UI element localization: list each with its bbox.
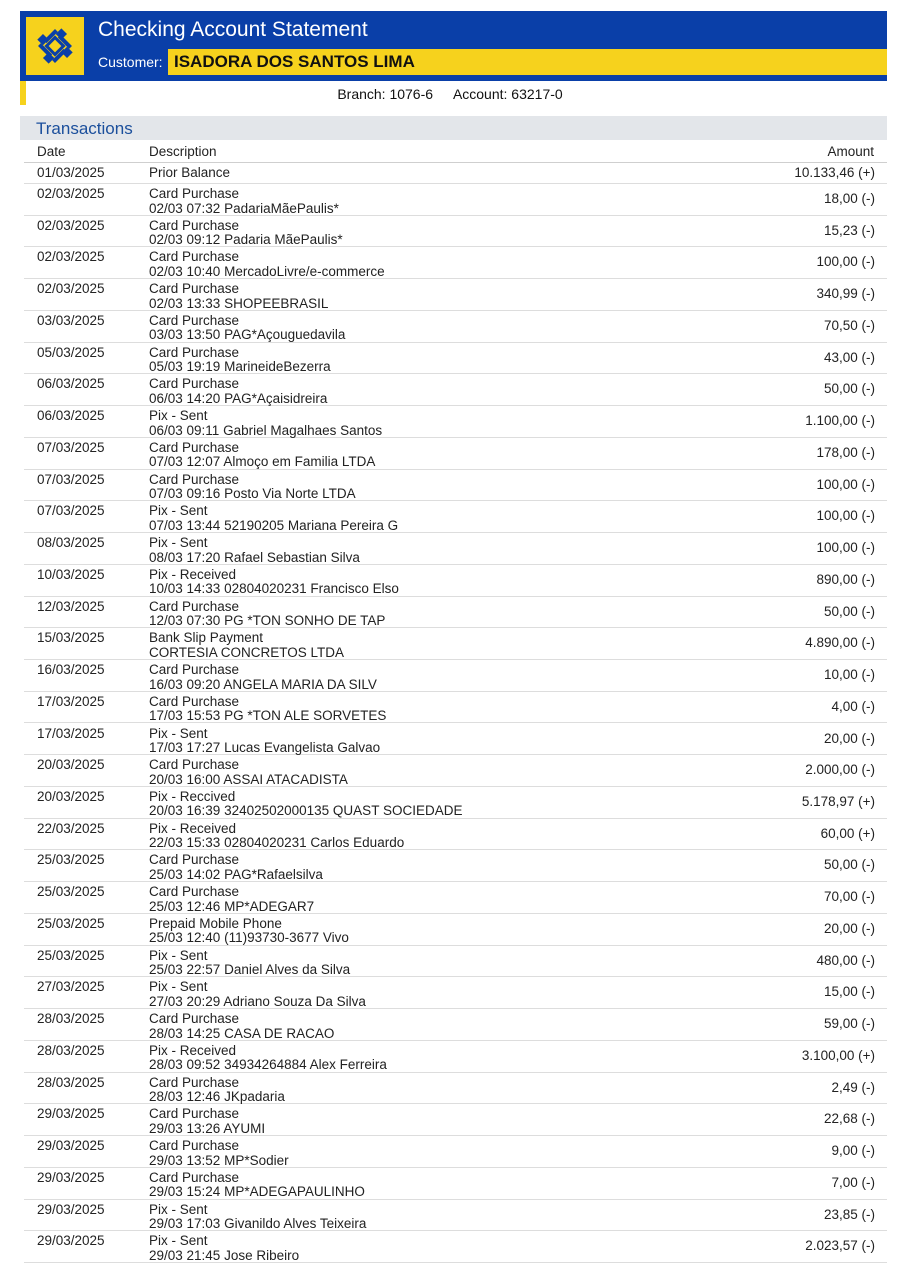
row-description-detail: 05/03 19:19 MarineideBezerra [149, 359, 331, 375]
row-amount: 15,23 (-) [823, 222, 875, 238]
row-amount: 3.100,00 (+) [801, 1047, 875, 1063]
table-row [24, 724, 887, 756]
row-description-detail: 20/03 16:39 32402502000135 QUAST SOCIEDADE [149, 803, 463, 819]
row-description-detail: 29/03 13:26 AYUMI [149, 1120, 266, 1136]
column-header-amount: Amount [827, 144, 874, 159]
row-date: 02/03/2025 [37, 249, 105, 265]
row-date: 29/03/2025 [37, 1106, 105, 1122]
row-description-detail: CORTESIA CONCRETOS LTDA [149, 644, 345, 660]
column-header-date: Date [37, 144, 66, 159]
row-description-detail: 28/03 12:46 JKpadaria [149, 1089, 285, 1105]
table-row [24, 1136, 887, 1168]
section-header [20, 116, 887, 140]
row-date: 25/03/2025 [37, 915, 105, 931]
table-row [24, 311, 887, 343]
row-amount: 59,00 (-) [823, 1016, 875, 1032]
row-description [149, 1171, 365, 1200]
row-description-type: Pix - Sent [149, 408, 208, 424]
row-amount: 2.000,00 (-) [805, 762, 875, 778]
row-date: 16/03/2025 [37, 662, 105, 678]
customer-name-bar [168, 49, 887, 75]
row-description-detail: 25/03 22:57 Daniel Alves da Silva [149, 962, 351, 978]
row-description-detail: 17/03 15:53 PG *TON ALE SORVETES [149, 708, 387, 724]
row-description [149, 377, 327, 406]
row-amount: 9,00 (-) [831, 1143, 875, 1159]
row-description [149, 885, 314, 914]
row-date: 22/03/2025 [37, 820, 105, 836]
row-description-type: Card Purchase [149, 1106, 240, 1122]
row-description-type: Card Purchase [149, 186, 240, 201]
row-description [149, 631, 344, 660]
customer-name: ISADORA DOS SANTOS LIMA [174, 52, 415, 71]
row-date: 28/03/2025 [37, 1011, 105, 1027]
row-description-type: Prepaid Mobile Phone [149, 915, 282, 931]
row-description-type: Card Purchase [149, 471, 240, 487]
table-row [24, 1200, 887, 1232]
row-amount: 15,00 (-) [823, 984, 875, 1000]
row-description-detail: 07/03 12:07 Almoço em Familia LTDA [149, 454, 376, 470]
row-date: 17/03/2025 [37, 693, 105, 709]
row-description-detail: 10/03 14:33 02804020231 Francisco Elso [149, 581, 399, 597]
row-amount: 10,00 (-) [823, 667, 875, 683]
table-row [24, 501, 887, 533]
row-amount: 70,00 (-) [823, 889, 875, 905]
row-amount: 2,49 (-) [831, 1079, 875, 1095]
table-row [24, 1009, 887, 1041]
row-description [149, 1234, 299, 1263]
table-row [24, 406, 887, 438]
row-description [149, 250, 385, 279]
row-description [149, 1076, 285, 1105]
row-amount: 340,99 (-) [816, 286, 875, 302]
row-date: 28/03/2025 [37, 1042, 105, 1058]
row-date: 20/03/2025 [37, 788, 105, 804]
row-date: 07/03/2025 [37, 503, 105, 519]
row-date: 25/03/2025 [37, 884, 105, 900]
row-description-detail: 29/03 15:24 MP*ADEGAPAULINHO [149, 1184, 365, 1200]
table-row [24, 1073, 887, 1105]
row-amount: 890,00 (-) [816, 571, 875, 587]
row-description [149, 790, 462, 819]
table-row [24, 279, 887, 311]
table-row [24, 755, 887, 787]
row-description [149, 282, 328, 311]
row-description [149, 917, 349, 946]
row-description [149, 536, 360, 565]
row-description-detail: 28/03 14:25 CASA DE RACAO [149, 1025, 335, 1041]
row-amount: 4.890,00 (-) [805, 635, 875, 651]
table-row [24, 1231, 887, 1263]
row-amount: 18,00 (-) [823, 191, 875, 206]
section-title: Transactions [36, 119, 133, 138]
row-description-type: Prior Balance [149, 165, 231, 180]
row-description-detail: 16/03 09:20 ANGELA MARIA DA SILV [149, 676, 377, 692]
row-amount: 100,00 (-) [816, 540, 875, 556]
row-description [149, 441, 375, 470]
row-amount: 70,50 (-) [823, 317, 875, 333]
row-description-detail: 06/03 14:20 PAG*Açaisidreira [149, 390, 328, 406]
row-amount: 23,85 (-) [823, 1206, 875, 1222]
row-description-type: Pix - Sent [149, 979, 208, 995]
row-description-type: Card Purchase [149, 439, 240, 455]
row-description-detail: 02/03 09:12 Padaria MãePaulis* [149, 232, 343, 248]
table-row [24, 247, 887, 279]
row-date: 25/03/2025 [37, 947, 105, 963]
row-date: 29/03/2025 [37, 1201, 105, 1217]
row-date: 06/03/2025 [37, 408, 105, 424]
row-description-type: Pix - Sent [149, 503, 208, 519]
table-row [24, 628, 887, 660]
row-amount: 5.178,97 (+) [801, 793, 875, 809]
row-date: 29/03/2025 [37, 1233, 105, 1249]
row-description-type: Card Purchase [149, 281, 240, 297]
row-date: 12/03/2025 [37, 598, 105, 614]
row-description-detail: 25/03 12:46 MP*ADEGAR7 [149, 898, 315, 914]
row-description-detail: 03/03 13:50 PAG*Açouguedavila [149, 327, 346, 343]
row-description-detail: 02/03 13:33 SHOPEEBRASIL [149, 295, 329, 311]
row-description [149, 187, 339, 216]
row-description [149, 949, 350, 978]
row-description-type: Pix - Reccived [149, 788, 236, 804]
table-row [24, 914, 887, 946]
row-description-detail: 28/03 09:52 34934264884 Alex Ferreira [149, 1057, 387, 1073]
table-row [24, 1168, 887, 1200]
row-description-detail: 27/03 20:29 Adriano Souza Da Silva [149, 993, 366, 1009]
row-description-type: Pix - Sent [149, 1233, 208, 1249]
row-amount: 4,00 (-) [831, 698, 875, 714]
row-amount: 178,00 (-) [816, 444, 875, 460]
table-row [24, 597, 887, 629]
row-amount: 2.023,57 (-) [805, 1238, 875, 1254]
table-row [24, 660, 887, 692]
row-description [149, 409, 382, 438]
table-row [24, 470, 887, 502]
table-row [24, 977, 887, 1009]
row-description-type: Card Purchase [149, 376, 240, 392]
row-date: 15/03/2025 [37, 630, 105, 646]
row-date: 27/03/2025 [37, 979, 105, 995]
row-description [149, 1139, 289, 1168]
column-header-description: Description [149, 144, 217, 159]
row-description-type: Card Purchase [149, 1138, 240, 1154]
row-description [149, 980, 366, 1009]
row-date: 29/03/2025 [37, 1169, 105, 1185]
row-description [149, 1012, 334, 1041]
row-date: 06/03/2025 [37, 376, 105, 392]
row-description [149, 758, 348, 787]
row-description [149, 853, 323, 882]
row-description-detail: 20/03 16:00 ASSAI ATACADISTA [149, 771, 348, 787]
row-description-detail: 07/03 13:44 52190205 Mariana Pereira G [149, 517, 399, 533]
row-description-detail: 25/03 14:02 PAG*Rafaelsilva [149, 866, 323, 882]
row-description [149, 346, 331, 375]
row-date: 05/03/2025 [37, 344, 105, 360]
row-amount: 43,00 (-) [823, 349, 875, 365]
table-row [24, 819, 887, 851]
row-amount: 10.133,46 (+) [794, 165, 875, 180]
row-description-type: Card Purchase [149, 662, 240, 678]
row-description-type: Bank Slip Payment [149, 630, 264, 646]
row-date: 17/03/2025 [37, 725, 105, 741]
row-description-type: Pix - Received [149, 820, 237, 836]
row-amount: 480,00 (-) [816, 952, 875, 968]
bank-logo-icon [26, 17, 84, 75]
row-description [149, 1107, 265, 1136]
table-row [24, 1041, 887, 1073]
table-row [24, 850, 887, 882]
table-row [24, 343, 887, 375]
row-description [149, 695, 386, 724]
customer-label: Customer: [98, 54, 163, 70]
row-amount: 1.100,00 (-) [805, 413, 875, 429]
table-row [24, 565, 887, 597]
row-description-type: Card Purchase [149, 884, 240, 900]
table-row [24, 1104, 887, 1136]
statement-header [20, 11, 887, 81]
row-description-type: Card Purchase [149, 249, 240, 265]
row-description [149, 568, 399, 597]
row-description-type: Card Purchase [149, 344, 240, 360]
row-description [149, 219, 343, 248]
row-description-type: Pix - Sent [149, 535, 208, 551]
row-description-type: Pix - Sent [149, 1201, 208, 1217]
table-row [24, 184, 887, 216]
row-description-type: Pix - Sent [149, 947, 208, 963]
row-description [149, 727, 380, 756]
table-row [24, 946, 887, 978]
row-date: 28/03/2025 [37, 1074, 105, 1090]
row-description-type: Card Purchase [149, 1011, 240, 1027]
row-description-type: Pix - Sent [149, 725, 208, 741]
row-date: 02/03/2025 [37, 281, 105, 297]
row-description-detail: 06/03 09:11 Gabriel Magalhaes Santos [149, 422, 383, 438]
row-date: 20/03/2025 [37, 757, 105, 773]
row-date: 07/03/2025 [37, 471, 105, 487]
row-amount: 100,00 (-) [816, 508, 875, 524]
row-date: 10/03/2025 [37, 566, 105, 582]
row-description-type: Card Purchase [149, 852, 240, 868]
row-description-detail: 17/03 17:27 Lucas Evangelista Galvao [149, 740, 381, 755]
row-date: 02/03/2025 [37, 186, 105, 201]
table-row [24, 533, 887, 565]
row-description-detail: 02/03 10:40 MercadoLivre/e-commerce [149, 263, 385, 279]
page-title: Checking Account Statement [98, 18, 368, 41]
row-amount: 50,00 (-) [823, 381, 875, 397]
row-description-detail: 29/03 17:03 Givanildo Alves Teixeira [149, 1216, 367, 1232]
row-date: 29/03/2025 [37, 1138, 105, 1154]
row-description [149, 822, 404, 851]
table-row [24, 374, 887, 406]
row-description [149, 663, 377, 692]
row-description-type: Pix - Received [149, 566, 237, 582]
row-description-type: Card Purchase [149, 598, 240, 614]
row-date: 01/03/2025 [37, 165, 105, 180]
row-description [149, 504, 398, 533]
row-date: 02/03/2025 [37, 217, 105, 233]
row-amount: 50,00 (-) [823, 603, 875, 619]
account-number: Account: 63217-0 [452, 86, 563, 102]
row-description [149, 1203, 366, 1232]
row-description-detail: 29/03 21:45 Jose Ribeiro [149, 1247, 300, 1263]
row-amount: 7,00 (-) [831, 1174, 875, 1190]
row-description [149, 166, 230, 181]
row-description-type: Card Purchase [149, 217, 240, 233]
row-description-type: Card Purchase [149, 757, 240, 773]
row-amount: 100,00 (-) [816, 254, 875, 270]
row-description-type: Card Purchase [149, 1074, 240, 1090]
row-description-detail: 25/03 12:40 (11)93730-3677 Vivo [149, 930, 349, 946]
row-description-detail: 29/03 13:52 MP*Sodier [149, 1152, 289, 1168]
branch-number: Branch: 1076-6 [337, 86, 434, 102]
row-description-detail: 07/03 09:16 Posto Via Norte LTDA [149, 486, 356, 502]
table-row [24, 163, 887, 184]
row-description-detail: 08/03 17:20 Rafael Sebastian Silva [149, 549, 360, 565]
row-amount: 20,00 (-) [823, 920, 875, 936]
row-description [149, 600, 385, 629]
row-description-type: Card Purchase [149, 312, 240, 328]
row-description-type: Card Purchase [149, 693, 240, 709]
row-description-type: Card Purchase [149, 1169, 240, 1185]
row-amount: 50,00 (-) [823, 857, 875, 873]
account-info [0, 85, 900, 103]
row-description-detail: 22/03 15:33 02804020231 Carlos Eduardo [149, 835, 405, 851]
row-amount: 22,68 (-) [823, 1111, 875, 1127]
table-row [24, 438, 887, 470]
row-description [149, 314, 345, 343]
row-amount: 20,00 (-) [823, 730, 875, 746]
row-date: 08/03/2025 [37, 535, 105, 551]
table-row [24, 216, 887, 248]
row-date: 25/03/2025 [37, 852, 105, 868]
row-amount: 100,00 (-) [816, 476, 875, 492]
row-date: 07/03/2025 [37, 439, 105, 455]
table-row [24, 787, 887, 819]
row-description [149, 473, 356, 502]
table-row [24, 692, 887, 724]
row-description-detail: 12/03 07:30 PG *TON SONHO DE TAP [149, 613, 386, 629]
row-description [149, 1044, 387, 1073]
row-description-type: Pix - Received [149, 1042, 237, 1058]
table-row [24, 882, 887, 914]
row-description-detail: 02/03 07:32 PadariaMãePaulis* [149, 200, 339, 216]
row-date: 03/03/2025 [37, 312, 105, 328]
row-amount: 60,00 (+) [820, 825, 875, 841]
